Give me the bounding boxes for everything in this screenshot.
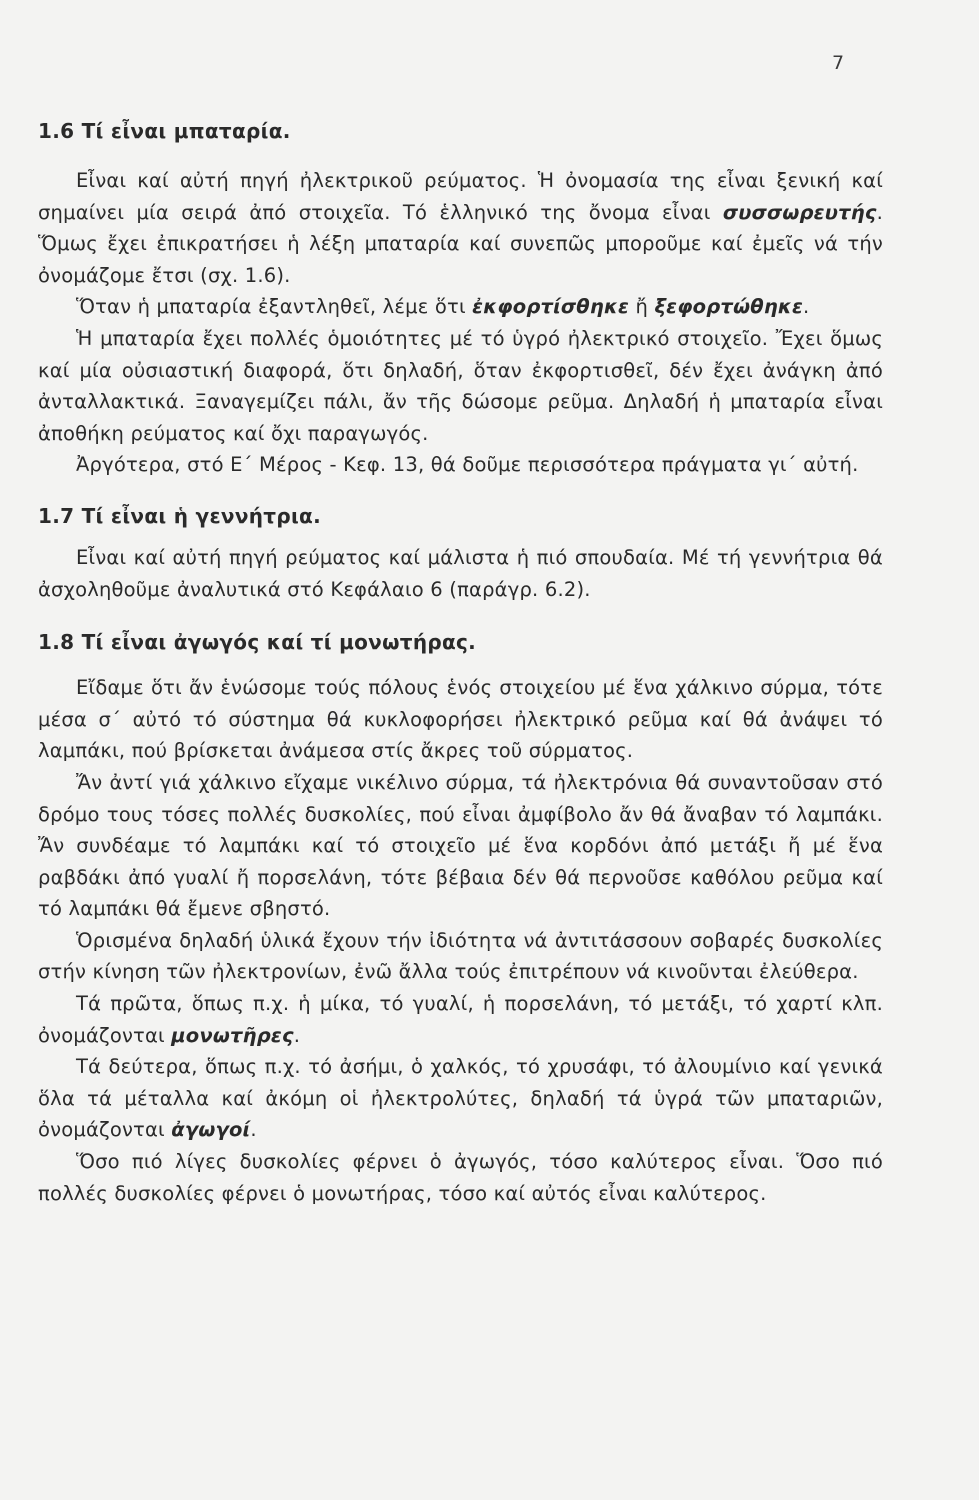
page-number: 7 [832, 52, 845, 74]
text-run: . [250, 1118, 257, 1142]
text-run: . [803, 295, 810, 319]
text-run: . Ὅμως ἔχει ἐπικρατήσει ἡ λέξη μπαταρία καί συνεπῶς μποροῦμε καί ἐμεῖς νά τήν ὀνομάζομε ἔτσι (σχ. 1.6). [38, 200, 883, 287]
text-run: Τά πρῶτα, ὅπως π.χ. ἡ μίκα, τό γυαλί, ἡ πορσελάνη, τό μετάξι, τό χαρτί κλπ. ὀνομάζονται [38, 992, 883, 1047]
text-run: . [293, 1023, 301, 1047]
page-content [38, 116, 883, 1209]
paragraph [38, 165, 883, 291]
paragraph [38, 291, 883, 323]
emphasized-term: ἀγωγοί [171, 1118, 251, 1142]
paragraph: Ἡ μπαταρία ἔχει πολλές ὁμοιότητες μέ τό ὑγρό ἠλεκτρικό στοιχεῖο. Ἔχει ὅμως καί μία οὐσιαστική διαφορά, ὅτι δηλαδή, ὅταν ἐκφορτισθεῖ, δέν ἔχει ἀνάγκη ἀπό ἀνταλλακτικά. Ξαναγεμίζει πάλι, ἄν τῆς δώσομε ρεῦμα. Δηλαδή ἡ μπαταρία εἶναι ἀποθήκη ρεύματος καί ὄχι παραγωγός. [38, 326, 883, 445]
section-heading-1-7: 1.7 Τί εἶναι ἡ γεννήτρια. [38, 503, 321, 528]
emphasized-term: ξεφορτώθηκε [654, 295, 804, 319]
paragraph: Ὁρισμένα δηλαδή ὑλικά ἔχουν τήν ἰδιότητα νά ἀντιτάσσουν σοβαρές δυσκολίες στήν κίνηση τῶν ἠλεκτρονίων, ἐνῶ ἄλλα τούς ἐπιτρέπουν νά κινοῦνται ἐλεύθερα. [38, 928, 883, 984]
paragraph [38, 1051, 883, 1146]
paragraph [38, 988, 883, 1051]
section-heading-1-6: 1.6 Τί εἶναι μπαταρία. [38, 119, 291, 143]
text-run: Εἶναι καί αὐτή πηγή ἠλεκτρικοῦ ρεύματος. Ἡ ὀνομασία της εἶναι ξενική καί σημαίνει μία σειρά ἀπό στοιχεῖα. Τό ἑλληνικό της ὄνομα εἶναι [38, 169, 883, 224]
section-heading-1-8: 1.8 Τί εἶναι ἀγωγός καί τί μονωτήρας. [38, 630, 477, 655]
text-run: Ὅταν ἡ μπαταρία ἐξαντληθεῖ, λέμε ὅτι [76, 295, 473, 319]
text-run: Τά δεύτερα, ὅπως π.χ. τό ἀσήμι, ὁ χαλκός, τό χρυσάφι, τό ἀλουμίνιο καί γενικά ὅλα τά μέταλλα καί ἀκόμη οἱ ἠλεκτρολύτες, δηλαδή τά ὑγρά τῶν μπαταριῶν, ὀνομάζονται [38, 1055, 883, 1142]
paragraph: Ὅσο πιό λίγες δυσκολίες φέρνει ὁ ἀγωγός, τόσο καλύτερος εἶναι. Ὅσο πιό πολλές δυσκολίες φέρνει ὁ μονωτήρας, τόσο καί αὐτός εἶναι καλύτερος. [38, 1150, 883, 1205]
paragraph: Εἴδαμε ὅτι ἄν ἑνώσομε τούς πόλους ἑνός στοιχείου μέ ἕνα χάλκινο σύρμα, τότε μέσα σ΄ αὐτό τό σύστημα θά κυκλοφορήσει ἠλεκτρικό ρεῦμα καί θά ἀνάψει τό λαμπάκι, πού βρίσκεται ἀνάμεσα στίς ἄκρες τοῦ σύρματος. [38, 676, 883, 763]
paragraph: Εἶναι καί αὐτή πηγή ρεύματος καί μάλιστα ἡ πιό σπουδαία. Μέ τή γεννήτρια θά ἀσχοληθοῦμε ἀναλυτικά στό Κεφάλαιο 6 (παράγρ. 6.2). [38, 545, 883, 601]
emphasized-term: ἐκφορτίσθηκε [472, 295, 630, 319]
emphasized-term: συσσωρευτής [722, 200, 877, 224]
text-run: ἤ [629, 295, 655, 319]
paragraph: Ἄν ἀντί γιά χάλκινο εἴχαμε νικέλινο σύρμα, τά ἠλεκτρόνια θά συναντοῦσαν στό δρόμο τους τόσες πολλές δυσκολίες, πού εἶναι ἀμφίβολο ἄν θά ἄναβαν τό λαμπάκι. Ἄν συνδέαμε τό λαμπάκι καί τό στοιχεῖο μέ ἕνα κορδόνι ἀπό μετάξι ἤ μέ ἕνα ραβδάκι ἀπό γυαλί ἤ πορσελάνη, τότε βέβαια δέν θά περνοῦσε καθόλου ρεῦμα καί τό λαμπάκι θά ἔμενε σβηστό. [38, 770, 883, 921]
emphasized-term: μονωτῆρες [171, 1023, 294, 1047]
paragraph: Ἀργότερα, στό Ε΄ Μέρος - Κεφ. 13, θά δοῦμε περισσότερα πράγματα γι΄ αὐτή. [76, 453, 859, 477]
